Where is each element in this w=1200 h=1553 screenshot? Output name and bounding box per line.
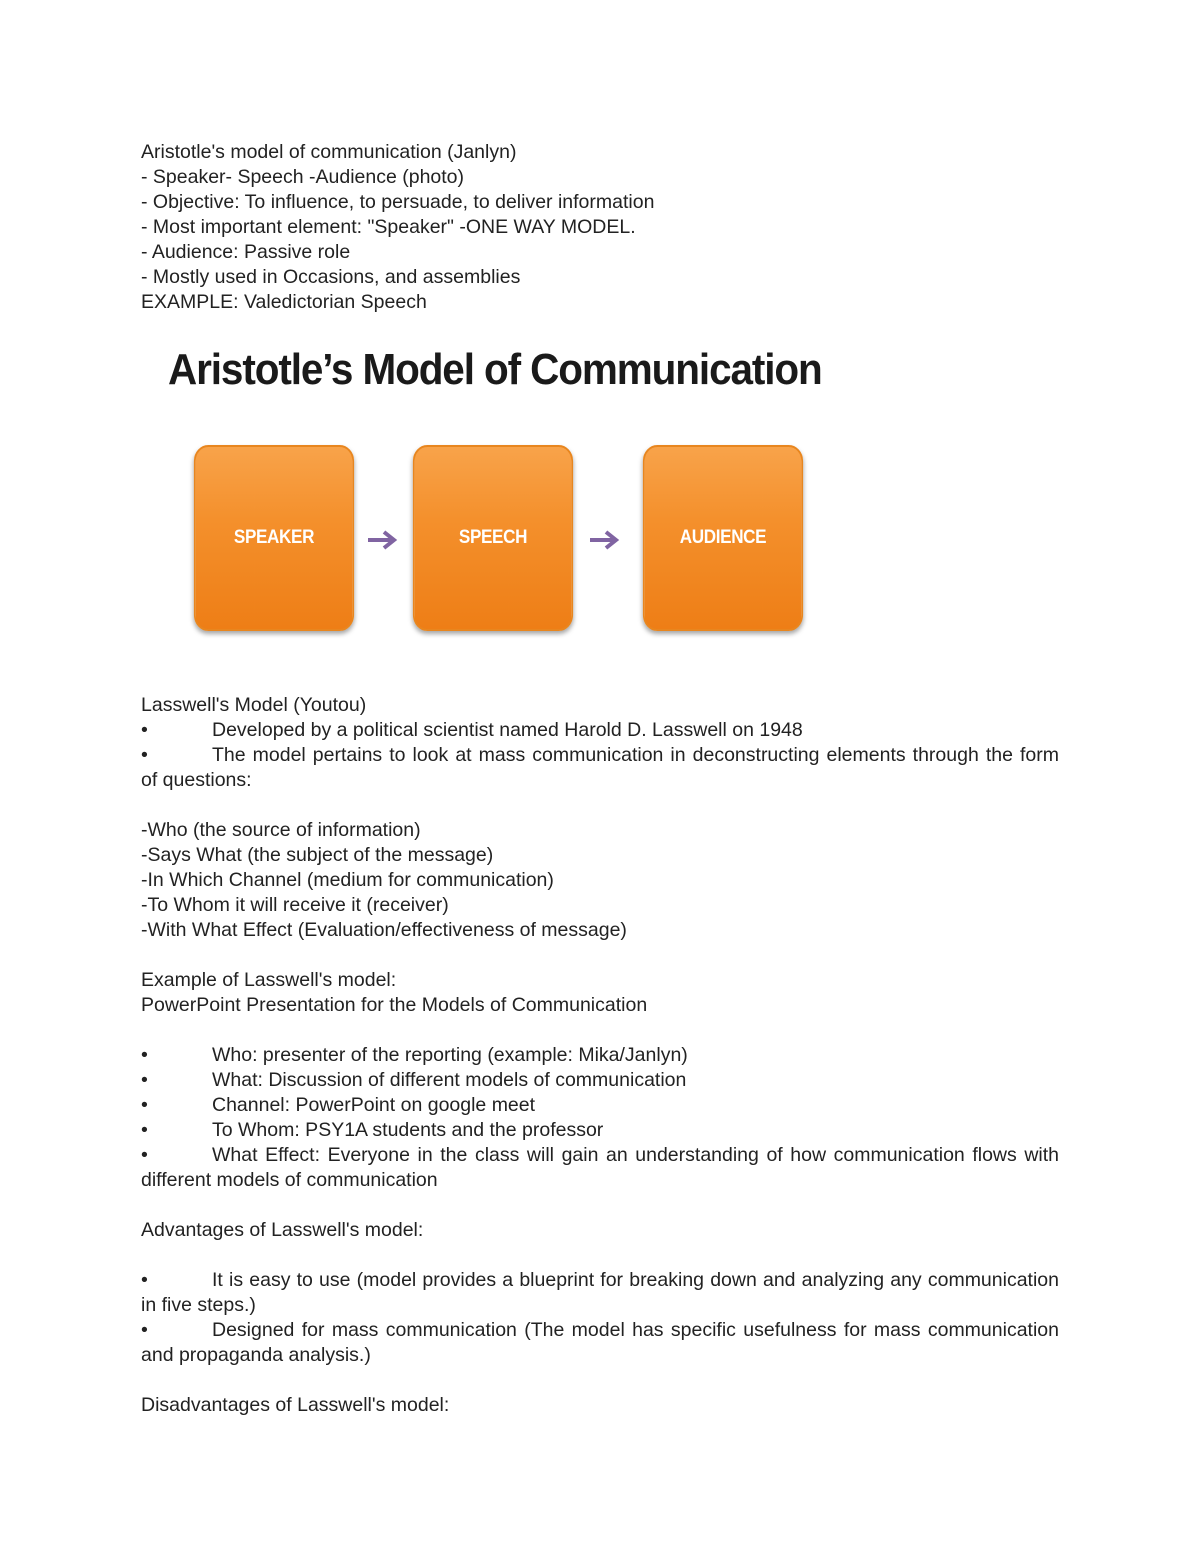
example-heading: Example of Lasswell's model: bbox=[141, 969, 397, 991]
bullet-icon: • bbox=[141, 1119, 148, 1141]
right-arrow-icon bbox=[366, 528, 400, 552]
aristotle-example: EXAMPLE: Valedictorian Speech bbox=[141, 291, 427, 313]
speech-label: SPEECH bbox=[458, 527, 528, 548]
question-item: -Says What (the subject of the message) bbox=[141, 844, 494, 866]
list-item: • Designed for mass communication (The model has specific usefulness for mass communication and propaganda analysis.) bbox=[141, 1319, 1059, 1366]
disadvantages-heading: Disadvantages of Lasswell's model: bbox=[141, 1394, 450, 1416]
audience-box bbox=[643, 445, 803, 631]
lasswell-heading: Lasswell's Model (Youtou) bbox=[141, 694, 367, 716]
bullet-icon: • bbox=[141, 719, 148, 741]
list-item: • Developed by a political scientist named Harold D. Lasswell on 1948 bbox=[141, 719, 803, 741]
bullet-icon: • bbox=[141, 1044, 148, 1066]
right-arrow-icon bbox=[588, 528, 622, 552]
list-item: • The model pertains to look at mass communication in deconstructing elements through the form of questions: bbox=[141, 744, 1059, 791]
aristotle-line: - Mostly used in Occasions, and assemblies bbox=[141, 266, 521, 288]
list-item: • Who: presenter of the reporting (example: Mika/Janlyn) bbox=[141, 1044, 688, 1066]
bullet-icon: • bbox=[141, 1144, 148, 1166]
list-item: • To Whom: PSY1A students and the professor bbox=[141, 1119, 604, 1141]
list-item: • It is easy to use (model provides a blueprint for breaking down and analyzing any communication in five steps.) bbox=[141, 1269, 1059, 1316]
figure-title: Aristotle’s Model of Communication bbox=[168, 345, 822, 394]
aristotle-heading: Aristotle's model of communication (Janlyn) bbox=[141, 141, 517, 163]
speaker-label: SPEAKER bbox=[233, 527, 315, 548]
bullet-icon: • bbox=[141, 1319, 148, 1341]
advantages-heading: Advantages of Lasswell's model: bbox=[141, 1219, 424, 1241]
speech-box bbox=[413, 445, 573, 631]
bullet-icon: • bbox=[141, 1269, 148, 1291]
example-subheading: PowerPoint Presentation for the Models of Communication bbox=[141, 994, 648, 1016]
aristotle-line: - Most important element: "Speaker" -ONE WAY MODEL. bbox=[141, 216, 636, 238]
list-item: • What Effect: Everyone in the class will gain an understanding of how communication flows with different models of communication bbox=[141, 1144, 1059, 1191]
bullet-icon: • bbox=[141, 744, 148, 766]
question-item: -With What Effect (Evaluation/effectiveness of message) bbox=[141, 919, 627, 941]
aristotle-line: - Audience: Passive role bbox=[141, 241, 351, 263]
bullet-icon: • bbox=[141, 1094, 148, 1116]
question-item: -Who (the source of information) bbox=[141, 819, 421, 841]
list-item: • Channel: PowerPoint on google meet bbox=[141, 1094, 536, 1116]
speaker-box bbox=[194, 445, 354, 631]
aristotle-line: - Objective: To influence, to persuade, to deliver information bbox=[141, 191, 655, 213]
bullet-icon: • bbox=[141, 1069, 148, 1091]
document-page bbox=[141, 140, 1059, 1418]
aristotle-line: - Speaker- Speech -Audience (photo) bbox=[141, 166, 465, 188]
audience-label: AUDIENCE bbox=[679, 527, 767, 548]
question-item: -In Which Channel (medium for communication) bbox=[141, 869, 554, 891]
list-item: • What: Discussion of different models of communication bbox=[141, 1069, 687, 1091]
question-item: -To Whom it will receive it (receiver) bbox=[141, 894, 449, 916]
